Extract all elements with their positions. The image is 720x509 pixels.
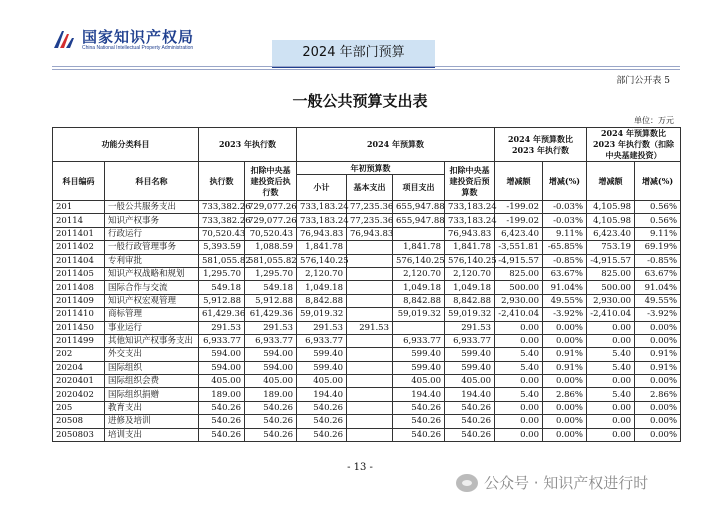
table-row [53, 321, 681, 334]
cell-basic [347, 415, 393, 428]
cell-inc-pct-2: 91.04% [635, 281, 681, 294]
watermark-text: 公众号 · 知识产权进行时 [484, 474, 649, 492]
cell-inc-amt-2: 825.00 [587, 267, 635, 280]
cell-inc-amt-2: 500.00 [587, 281, 635, 294]
cell-subtotal: 576,140.25 [297, 254, 347, 267]
table-row [53, 308, 681, 321]
cell-subtotal: 599.40 [297, 348, 347, 361]
cell-exec-total: 540.26 [199, 415, 245, 428]
cell-inc-amt-1: 0.00 [495, 321, 543, 334]
cell-exec-ex: 729,077.26 [245, 201, 297, 214]
cell-inc-amt-2: 5.40 [587, 348, 635, 361]
cell-code: 20204 [53, 361, 105, 374]
cell-inc-pct-2: 0.00% [635, 321, 681, 334]
cell-code: 2011405 [53, 267, 105, 280]
cell-exec-ex: 549.18 [245, 281, 297, 294]
cell-exec-total: 540.26 [199, 401, 245, 414]
cell-project [393, 227, 445, 240]
cell-budget-ex: 76,943.83 [445, 227, 495, 240]
cell-code: 2020402 [53, 388, 105, 401]
cell-project: 540.26 [393, 401, 445, 414]
table-row [53, 214, 681, 227]
cell-inc-amt-2: 0.00 [587, 415, 635, 428]
cell-inc-pct-2: -0.85% [635, 254, 681, 267]
cell-inc-amt-1: 6,423.40 [495, 227, 543, 240]
table-row [53, 254, 681, 267]
cell-inc-pct-1: 0.00% [543, 401, 587, 414]
table-row [53, 415, 681, 428]
cell-exec-ex: 540.26 [245, 401, 297, 414]
cell-exec-ex: 291.53 [245, 321, 297, 334]
cell-exec-total: 5,393.59 [199, 241, 245, 254]
table-row [53, 388, 681, 401]
cell-basic [347, 308, 393, 321]
cell-inc-amt-2: -2,410.04 [587, 308, 635, 321]
cell-basic [347, 254, 393, 267]
cell-inc-amt-2: 0.00 [587, 428, 635, 441]
cell-budget-ex: 540.26 [445, 401, 495, 414]
cell-code: 2011408 [53, 281, 105, 294]
cell-budget-ex: 291.53 [445, 321, 495, 334]
cell-code: 205 [53, 401, 105, 414]
cell-subtotal: 76,943.83 [297, 227, 347, 240]
table-row [53, 428, 681, 441]
cell-budget-ex: 576,140.25 [445, 254, 495, 267]
cell-exec-total: 61,429.36 [199, 308, 245, 321]
table-row [53, 267, 681, 280]
table-row [53, 361, 681, 374]
cell-inc-amt-1: 2,930.00 [495, 294, 543, 307]
cell-exec-ex: 1,088.59 [245, 241, 297, 254]
cell-subtotal: 733,183.24 [297, 201, 347, 214]
cell-inc-pct-1: 9.11% [543, 227, 587, 240]
cell-name: 行政运行 [105, 227, 199, 240]
cell-inc-pct-2: 0.91% [635, 348, 681, 361]
cell-basic [347, 267, 393, 280]
cell-budget-ex: 6,933.77 [445, 334, 495, 347]
cell-inc-pct-1: 0.00% [543, 334, 587, 347]
cell-inc-amt-2: 4,105.98 [587, 214, 635, 227]
header-subtotal: 小计 [297, 175, 347, 201]
table-row [53, 227, 681, 240]
cell-inc-amt-2: 0.00 [587, 334, 635, 347]
cell-inc-pct-2: 0.00% [635, 401, 681, 414]
cell-code: 20508 [53, 415, 105, 428]
table-row [53, 401, 681, 414]
cell-project: 1,841.78 [393, 241, 445, 254]
cell-inc-amt-1: 0.00 [495, 428, 543, 441]
cell-name: 一般行政管理事务 [105, 241, 199, 254]
cell-exec-total: 189.00 [199, 388, 245, 401]
cell-name: 外交支出 [105, 348, 199, 361]
cell-inc-amt-1: -4,915.57 [495, 254, 543, 267]
cell-inc-amt-2: -4,915.57 [587, 254, 635, 267]
cell-code: 20114 [53, 214, 105, 227]
cell-inc-pct-1: 0.91% [543, 348, 587, 361]
cell-exec-total: 1,295.70 [199, 267, 245, 280]
cell-inc-pct-2: 0.00% [635, 428, 681, 441]
cell-inc-amt-1: 825.00 [495, 267, 543, 280]
cell-budget-ex: 540.26 [445, 415, 495, 428]
cell-code: 2011402 [53, 241, 105, 254]
cell-inc-pct-2: 49.55% [635, 294, 681, 307]
cell-project [393, 321, 445, 334]
cell-name: 知识产权战略和规划 [105, 267, 199, 280]
cell-budget-ex: 194.40 [445, 388, 495, 401]
cell-name: 国际组织会费 [105, 375, 199, 388]
cell-name: 知识产权宏观管理 [105, 294, 199, 307]
cell-exec-ex: 1,295.70 [245, 267, 297, 280]
cell-subtotal: 540.26 [297, 415, 347, 428]
cell-exec-total: 70,520.43 [199, 227, 245, 240]
cell-basic [347, 375, 393, 388]
cell-exec-total: 540.26 [199, 428, 245, 441]
cell-name: 进修及培训 [105, 415, 199, 428]
cell-name: 培训支出 [105, 428, 199, 441]
header-project: 项目支出 [393, 175, 445, 201]
cell-budget-ex: 8,842.88 [445, 294, 495, 307]
header-exec-ex: 扣除中央基建投资后执行数 [245, 162, 297, 201]
header-exec2023: 2023 年执行数 [199, 128, 297, 162]
cell-inc-amt-2: 753.19 [587, 241, 635, 254]
cell-code: 201 [53, 201, 105, 214]
header-divider-2 [52, 69, 680, 70]
cell-basic [347, 334, 393, 347]
cell-inc-amt-1: 5.40 [495, 348, 543, 361]
cell-inc-amt-2: 4,105.98 [587, 201, 635, 214]
table-row [53, 334, 681, 347]
watermark [456, 472, 648, 493]
cell-inc-pct-1: -0.03% [543, 214, 587, 227]
budget-table [52, 127, 681, 442]
header-inc-pct-2: 增减(%) [635, 162, 681, 201]
cell-exec-total: 594.00 [199, 348, 245, 361]
cell-project: 6,933.77 [393, 334, 445, 347]
cell-budget-ex: 540.26 [445, 428, 495, 441]
cell-exec-total: 6,933.77 [199, 334, 245, 347]
cell-inc-amt-1: -199.02 [495, 201, 543, 214]
cell-name: 事业运行 [105, 321, 199, 334]
table-row [53, 201, 681, 214]
cell-inc-amt-1: -2,410.04 [495, 308, 543, 321]
cell-code: 2050803 [53, 428, 105, 441]
cell-exec-total: 549.18 [199, 281, 245, 294]
cell-inc-amt-2: 0.00 [587, 401, 635, 414]
cell-basic [347, 294, 393, 307]
org-name-en: China National Intellectual Property Administration [82, 44, 194, 51]
cell-project: 576,140.25 [393, 254, 445, 267]
cell-inc-pct-1: -0.03% [543, 201, 587, 214]
cell-inc-amt-1: 5.40 [495, 388, 543, 401]
budget-banner: 2024 年部门预算 [272, 40, 435, 68]
table-row [53, 375, 681, 388]
cell-exec-ex: 189.00 [245, 388, 297, 401]
cell-exec-ex: 594.00 [245, 348, 297, 361]
cell-inc-amt-2: 5.40 [587, 388, 635, 401]
cell-name: 商标管理 [105, 308, 199, 321]
cell-project: 1,049.18 [393, 281, 445, 294]
cnipa-logo [50, 28, 194, 52]
cell-inc-pct-2: -3.92% [635, 308, 681, 321]
header-code: 科目编码 [53, 162, 105, 201]
cell-inc-amt-1: 0.00 [495, 334, 543, 347]
header-inc-pct-1: 增减(%) [543, 162, 587, 201]
page-number: - 13 - [347, 462, 373, 473]
cnipa-emblem-icon [50, 28, 76, 52]
cell-inc-pct-1: -0.85% [543, 254, 587, 267]
cell-subtotal: 2,120.70 [297, 267, 347, 280]
cell-inc-amt-1: -199.02 [495, 214, 543, 227]
cell-project: 8,842.88 [393, 294, 445, 307]
cell-inc-amt-2: 5.40 [587, 361, 635, 374]
cell-code: 2011401 [53, 227, 105, 240]
table-row [53, 348, 681, 361]
cell-basic: 291.53 [347, 321, 393, 334]
cell-code: 2011499 [53, 334, 105, 347]
cell-inc-pct-1: 0.00% [543, 321, 587, 334]
cell-inc-amt-2: 0.00 [587, 375, 635, 388]
cell-inc-pct-1: 0.00% [543, 415, 587, 428]
cell-inc-amt-2: 2,930.00 [587, 294, 635, 307]
cell-exec-ex: 70,520.43 [245, 227, 297, 240]
cell-inc-amt-1: -3,551.81 [495, 241, 543, 254]
cell-code: 202 [53, 348, 105, 361]
cell-inc-amt-2: 0.00 [587, 321, 635, 334]
cell-budget-ex: 59,019.32 [445, 308, 495, 321]
cell-code: 2011450 [53, 321, 105, 334]
cell-inc-pct-1: -3.92% [543, 308, 587, 321]
cell-inc-amt-1: 0.00 [495, 415, 543, 428]
cell-subtotal: 405.00 [297, 375, 347, 388]
cell-code: 2020401 [53, 375, 105, 388]
cell-inc-pct-1: -65.85% [543, 241, 587, 254]
cell-subtotal: 733,183.24 [297, 214, 347, 227]
cell-budget-ex: 1,841.78 [445, 241, 495, 254]
cell-name: 一般公共服务支出 [105, 201, 199, 214]
cell-budget-ex: 2,120.70 [445, 267, 495, 280]
cell-inc-pct-2: 0.00% [635, 415, 681, 428]
cell-subtotal: 1,841.78 [297, 241, 347, 254]
unit-label: 单位：万元 [634, 116, 674, 125]
cell-exec-total: 594.00 [199, 361, 245, 374]
header-initial: 年初预算数 [297, 162, 445, 175]
cell-budget-ex: 733,183.24 [445, 214, 495, 227]
cell-exec-ex: 594.00 [245, 361, 297, 374]
cell-basic [347, 241, 393, 254]
cell-exec-ex: 540.26 [245, 428, 297, 441]
cell-basic: 77,235.36 [347, 214, 393, 227]
table-row [53, 241, 681, 254]
cell-inc-pct-1: 0.91% [543, 361, 587, 374]
cell-inc-pct-1: 49.55% [543, 294, 587, 307]
cell-exec-ex: 5,912.88 [245, 294, 297, 307]
cell-subtotal: 1,049.18 [297, 281, 347, 294]
header-inc-amt-1: 增减额 [495, 162, 543, 201]
cell-exec-total: 581,055.82 [199, 254, 245, 267]
cell-exec-ex: 729,077.26 [245, 214, 297, 227]
header-exec-total: 执行数 [199, 162, 245, 201]
cell-inc-pct-2: 0.00% [635, 334, 681, 347]
cell-inc-amt-1: 5.40 [495, 361, 543, 374]
cell-project: 655,947.88 [393, 201, 445, 214]
cell-budget-ex: 1,049.18 [445, 281, 495, 294]
cell-subtotal: 59,019.32 [297, 308, 347, 321]
cell-basic [347, 281, 393, 294]
cell-budget-ex: 599.40 [445, 361, 495, 374]
table-number: 部门公开表 5 [616, 76, 670, 86]
cell-inc-pct-1: 0.00% [543, 375, 587, 388]
cell-code: 2011409 [53, 294, 105, 307]
cell-subtotal: 540.26 [297, 428, 347, 441]
cell-inc-amt-1: 500.00 [495, 281, 543, 294]
cell-subtotal: 540.26 [297, 401, 347, 414]
cell-inc-amt-1: 0.00 [495, 401, 543, 414]
cell-subtotal: 6,933.77 [297, 334, 347, 347]
header-func-group: 功能分类科目 [53, 128, 199, 162]
cell-inc-pct-1: 0.00% [543, 428, 587, 441]
cell-exec-ex: 540.26 [245, 415, 297, 428]
cell-basic [347, 361, 393, 374]
cell-budget-ex: 405.00 [445, 375, 495, 388]
cell-budget-ex: 733,183.24 [445, 201, 495, 214]
header-inc-amt-2: 增减额 [587, 162, 635, 201]
header-basic: 基本支出 [347, 175, 393, 201]
cell-inc-amt-1: 0.00 [495, 375, 543, 388]
cell-inc-pct-2: 63.67% [635, 267, 681, 280]
cell-inc-pct-2: 0.56% [635, 214, 681, 227]
cell-project: 599.40 [393, 361, 445, 374]
cell-project: 405.00 [393, 375, 445, 388]
cell-budget-ex: 599.40 [445, 348, 495, 361]
header-name: 科目名称 [105, 162, 199, 201]
cell-basic [347, 388, 393, 401]
header-budget2024: 2024 年预算数 [297, 128, 495, 162]
cell-basic: 76,943.83 [347, 227, 393, 240]
cell-exec-total: 291.53 [199, 321, 245, 334]
cell-project: 540.26 [393, 428, 445, 441]
cell-inc-pct-2: 2.86% [635, 388, 681, 401]
org-name-cn: 国家知识产权局 [82, 27, 195, 46]
cell-code: 2011410 [53, 308, 105, 321]
cell-basic [347, 348, 393, 361]
cell-inc-amt-2: 6,423.40 [587, 227, 635, 240]
cell-inc-pct-2: 9.11% [635, 227, 681, 240]
cell-inc-pct-1: 2.86% [543, 388, 587, 401]
cell-exec-ex: 405.00 [245, 375, 297, 388]
table-row [53, 294, 681, 307]
cell-project: 194.40 [393, 388, 445, 401]
cell-exec-total: 405.00 [199, 375, 245, 388]
page-title: 一般公共预算支出表 [292, 92, 428, 110]
cell-name: 国际合作与交流 [105, 281, 199, 294]
cell-name: 国际组织 [105, 361, 199, 374]
header-cmp1: 2024 年预算数比 2023 年执行数 [495, 128, 587, 162]
cell-name: 知识产权事务 [105, 214, 199, 227]
cell-exec-total: 733,382.26 [199, 201, 245, 214]
cell-subtotal: 8,842.88 [297, 294, 347, 307]
cell-inc-pct-1: 91.04% [543, 281, 587, 294]
cell-inc-pct-1: 63.67% [543, 267, 587, 280]
cell-inc-pct-2: 69.19% [635, 241, 681, 254]
cell-basic [347, 401, 393, 414]
cell-code: 2011404 [53, 254, 105, 267]
cell-basic: 77,235.36 [347, 201, 393, 214]
header-divider [52, 66, 680, 67]
cell-subtotal: 291.53 [297, 321, 347, 334]
cell-exec-total: 5,912.88 [199, 294, 245, 307]
header-budget-ex: 扣除中央基建投资后预算数 [445, 162, 495, 201]
wechat-icon [456, 474, 478, 492]
cell-name: 国际组织捐赠 [105, 388, 199, 401]
cell-project: 599.40 [393, 348, 445, 361]
header-cmp2: 2024 年预算数比 2023 年执行数（扣除中央基建投资） [587, 128, 681, 162]
cell-exec-ex: 581,055.82 [245, 254, 297, 267]
cell-inc-pct-2: 0.56% [635, 201, 681, 214]
cell-exec-ex: 6,933.77 [245, 334, 297, 347]
table-row [53, 281, 681, 294]
cell-basic [347, 428, 393, 441]
cell-subtotal: 194.40 [297, 388, 347, 401]
cell-project: 59,019.32 [393, 308, 445, 321]
cell-name: 专利审批 [105, 254, 199, 267]
cell-inc-pct-2: 0.91% [635, 361, 681, 374]
cell-project: 540.26 [393, 415, 445, 428]
cell-subtotal: 599.40 [297, 361, 347, 374]
cell-exec-ex: 61,429.36 [245, 308, 297, 321]
cell-name: 其他知识产权事务支出 [105, 334, 199, 347]
cell-name: 教育支出 [105, 401, 199, 414]
cell-exec-total: 733,382.26 [199, 214, 245, 227]
cell-inc-pct-2: 0.00% [635, 375, 681, 388]
cell-project: 2,120.70 [393, 267, 445, 280]
cell-project: 655,947.88 [393, 214, 445, 227]
